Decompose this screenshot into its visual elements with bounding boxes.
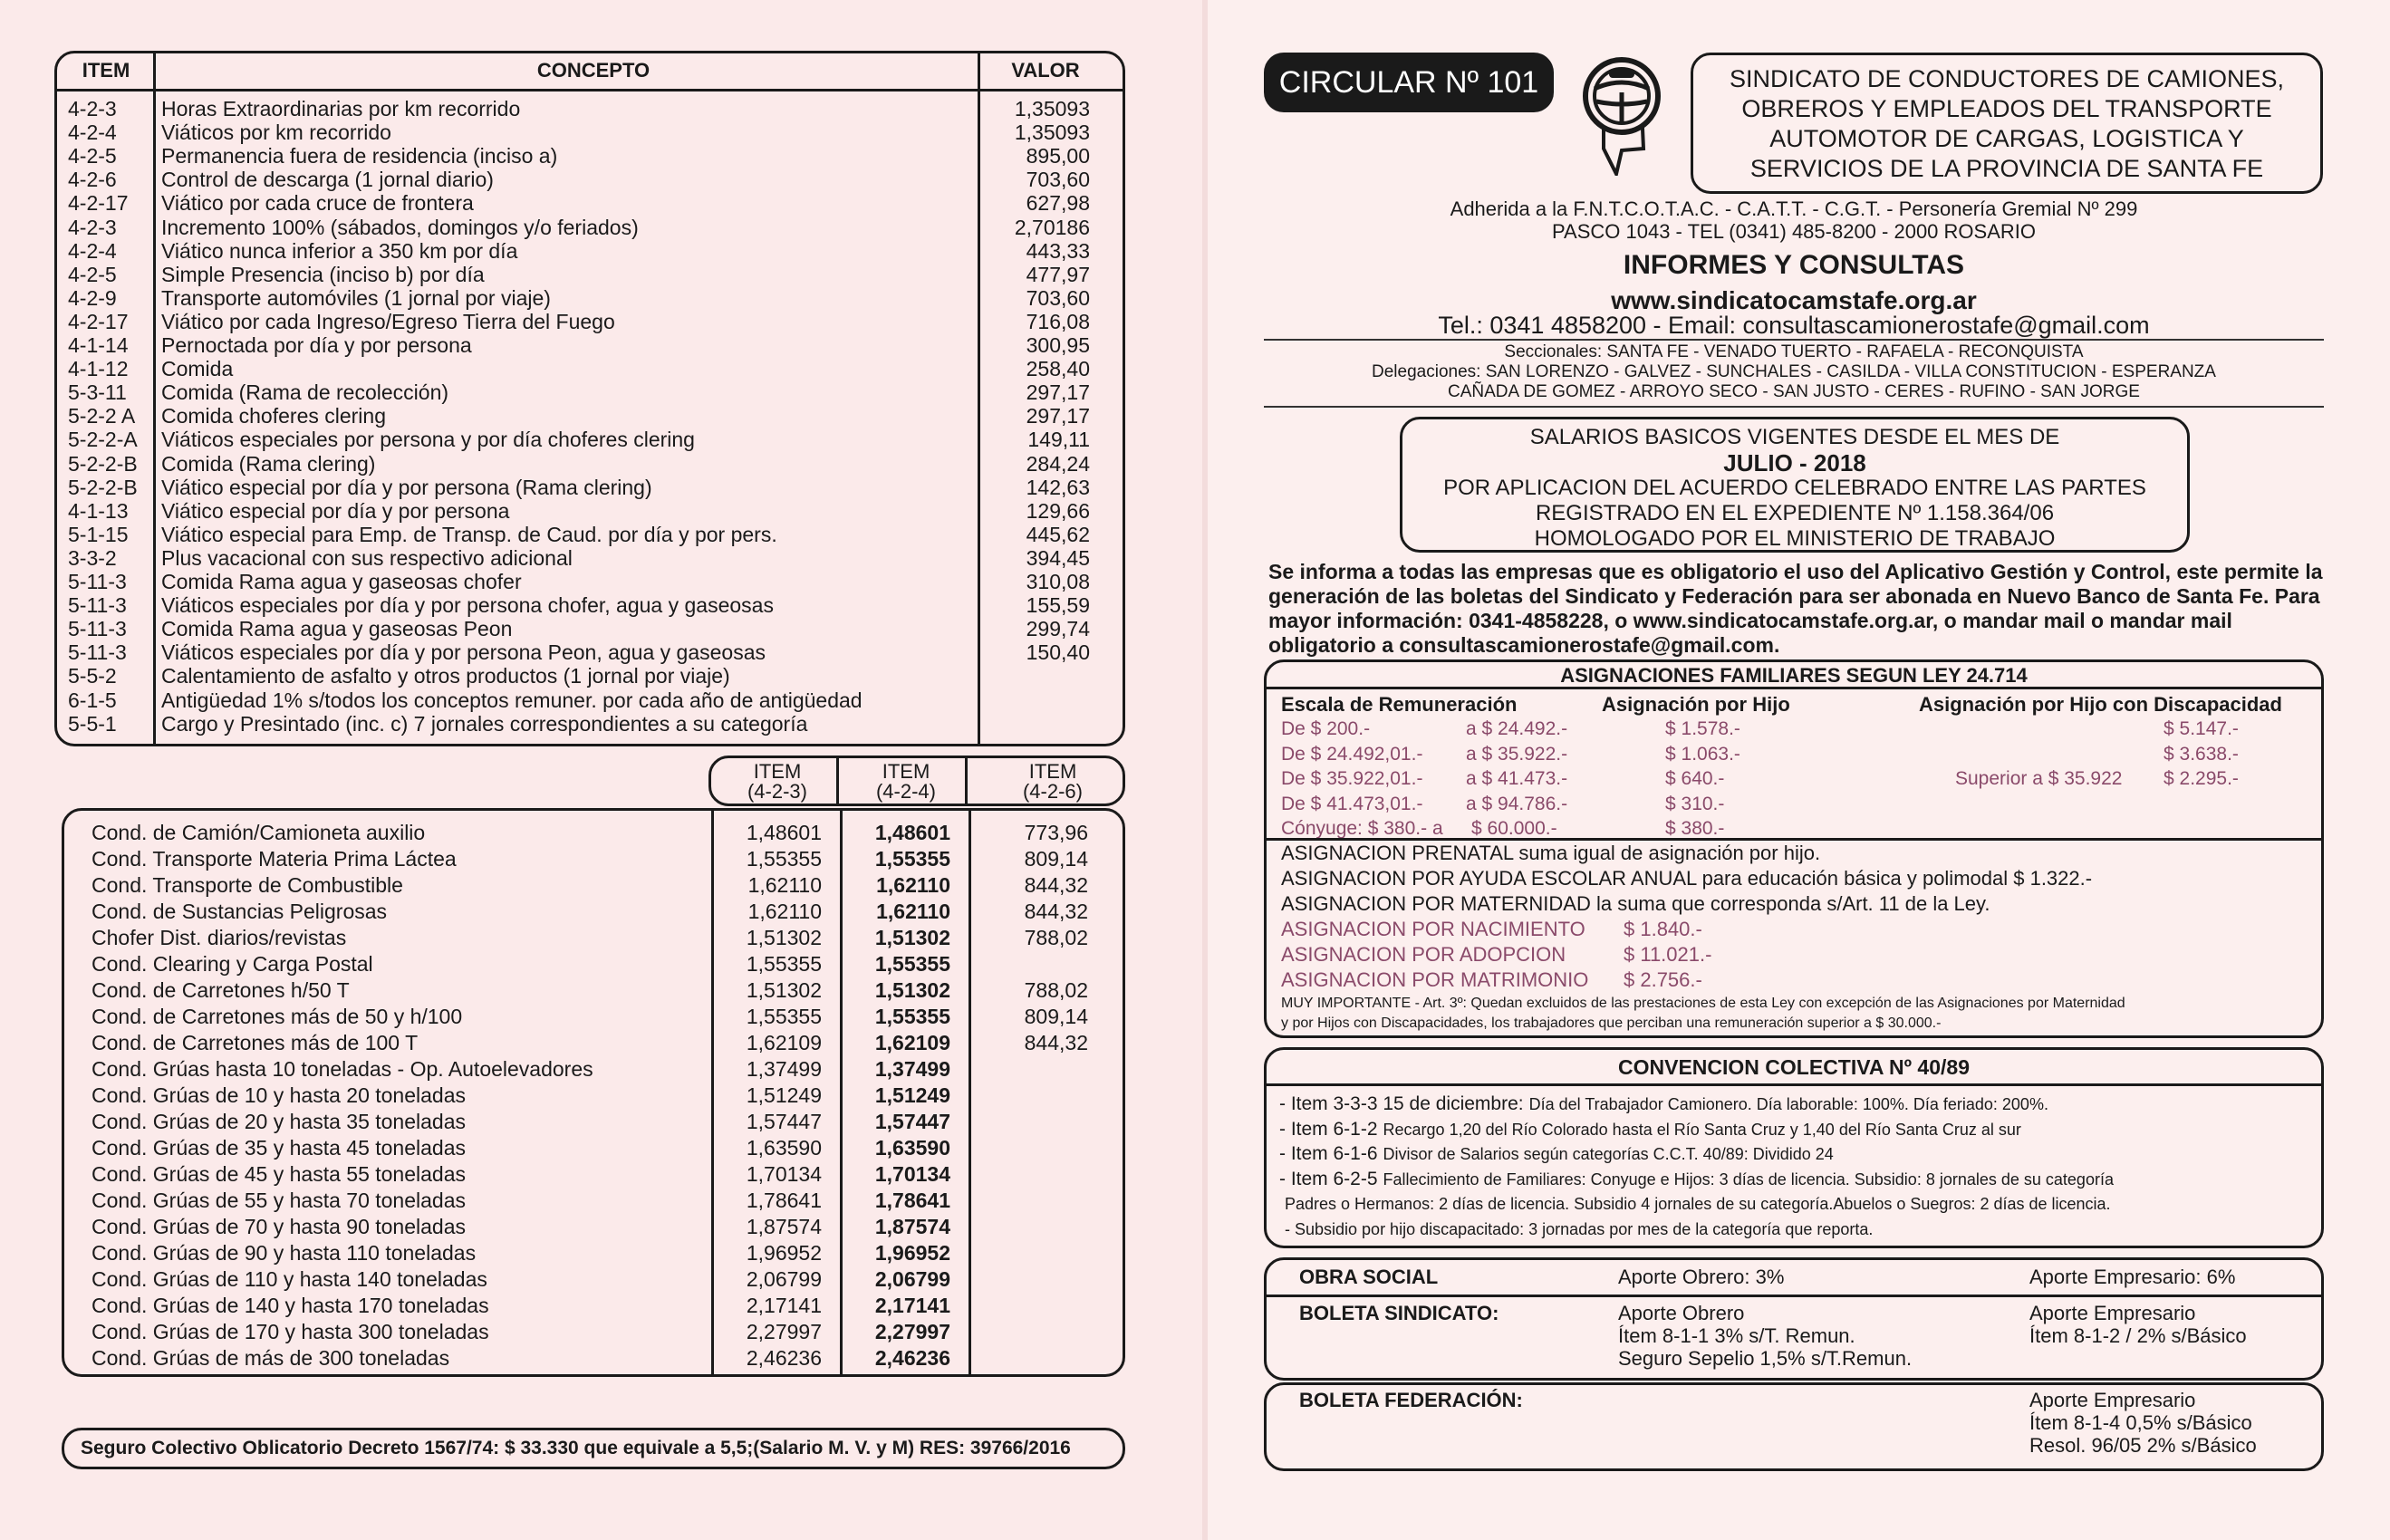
convencion-item [1279, 1093, 2048, 1115]
asig-nacimiento: ASIGNACION POR NACIMIENTO [1281, 918, 1585, 940]
table-row [57, 428, 1123, 451]
table-row [57, 664, 1123, 688]
direccion: PASCO 1043 - TEL (0341) 485-8200 - 2000 ROSARIO [1552, 220, 2036, 243]
row-valor: 1,35093 [1014, 120, 1090, 145]
row-valor: 703,60 [1026, 285, 1090, 310]
escala-cell: $ 380.- [1665, 818, 1725, 839]
cond-423: 2,46236 [746, 1346, 822, 1370]
importante-1: MUY IMPORTANTE - Art. 3º: Quedan excluidos de las prestaciones de esta Ley con excepción de las Asignaciones por Maternidad [1281, 996, 2125, 1011]
cond-424: 2,06799 [874, 1267, 950, 1291]
cond-name: Cond. Transporte Materia Prima Láctea [92, 847, 457, 871]
cond-424: 1,57447 [874, 1110, 950, 1133]
row-item: 6-1-5 [68, 688, 117, 712]
table-row [57, 688, 1123, 712]
fed-empresario-3: Resol. 96/05 2% s/Básico [2029, 1434, 2257, 1457]
escala-cell: a $ 41.473.- [1466, 768, 1568, 789]
row-valor: 297,17 [1026, 404, 1090, 428]
cond-name: Cond. Grúas de 140 y hasta 170 toneladas [92, 1294, 489, 1317]
adherida: Adherida a la F.N.T.C.O.T.A.C. - C.A.T.T. - C.G.T. - Personería Gremial Nº 299 [1450, 197, 2138, 220]
item-header-2: ITEM (4-2-4) [875, 760, 936, 803]
asig-nacimiento-valor: $ 1.840.- [1624, 918, 1702, 940]
row-valor: 895,00 [1026, 144, 1090, 168]
row-item: 4-2-9 [68, 285, 117, 310]
cond-name: Cond. Grúas de 70 y hasta 90 toneladas [92, 1215, 467, 1238]
cond-424: 2,27997 [874, 1320, 950, 1343]
row-item: 5-3-11 [68, 380, 127, 405]
table-row [64, 1083, 1123, 1109]
convencion-item-text: Fallecimiento de Familiares: Conyuge e Hijos: 3 días de licencia. Subsidio: 8 jornales de su categoría [1383, 1169, 2114, 1189]
cond-423: 1,96952 [746, 1241, 822, 1265]
row-concepto: Viático nunca inferior a 350 km por día [161, 238, 518, 263]
table-row [64, 1293, 1123, 1319]
escala-cell: $ 3.638.- [2164, 743, 2239, 765]
asig-maternidad: ASIGNACION POR MATERNIDAD la suma que corresponda s/Art. 11 de la Ley. [1281, 892, 1990, 915]
table-row [64, 1135, 1123, 1161]
aplicativo-notice: Se informa a todas las empresas que es obligatorio el uso del Aplicativo Gestión y Control, este permite la generación de las boletas del Sindicato y Federación para ser abonada en Nuevo Banco de Santa Fe. Para mayor información: 0341-4858228, o www.sindicatocamstafe.org.ar, o mandar mail o mandar mail obligatorio a consultascamionerostafe@gmail.com. [1268, 560, 2323, 657]
escala-cell: $ 640.- [1665, 768, 1725, 789]
escala-cell: a $ 35.922.- [1466, 743, 1568, 765]
table-row [64, 925, 1123, 951]
convencion-item [1279, 1193, 2111, 1215]
row-concepto: Transporte automóviles (1 jornal por viaje) [161, 285, 551, 310]
cond-423: 1,55355 [746, 1005, 822, 1028]
row-concepto: Comida choferes clering [161, 404, 387, 428]
row-concepto: Viático por cada cruce de frontera [161, 191, 474, 216]
cond-name: Cond. Grúas hasta 10 toneladas - Op. Autoelevadores [92, 1057, 593, 1081]
boleta-sindicato-label: BOLETA SINDICATO: [1299, 1302, 1499, 1324]
cond-name: Cond. Grúas de 10 y hasta 20 toneladas [92, 1083, 467, 1107]
row-valor: 155,59 [1026, 593, 1090, 618]
row-valor: 310,08 [1026, 570, 1090, 593]
item-header-3: ITEM (4-2-6) [1022, 760, 1083, 803]
row-item: 5-11-3 [68, 570, 127, 593]
escala-cell: Superior a $ 35.922 [1955, 768, 2123, 789]
row-concepto: Calentamiento de asfalto y otros productos (1 jornal por viaje) [161, 664, 730, 688]
row-concepto: Viático especial por día y por persona (Rama clering) [161, 475, 652, 499]
cond-424: 2,46236 [874, 1346, 950, 1370]
informes-title: INFORMES Y CONSULTAS [1623, 250, 1965, 280]
asignaciones-box [1264, 659, 2324, 1038]
cond-426: 809,14 [1024, 1005, 1088, 1028]
table-row [64, 1109, 1123, 1135]
cond-name: Cond. de Sustancias Peligrosas [92, 900, 388, 923]
cond-424: 1,62110 [876, 873, 950, 897]
row-valor: 703,60 [1026, 168, 1090, 192]
row-item: 3-3-2 [68, 545, 117, 570]
cond-426: 844,32 [1024, 900, 1088, 923]
cond-426: 844,32 [1024, 1031, 1088, 1054]
seguro-colectivo: Seguro Colectivo Oblicatorio Decreto 1567/74: $ 33.330 que equivale a 5,5;(Salario M. V. y M) RES: 39766/2016 [62, 1428, 1125, 1469]
boleta-obrero-2: Ítem 8-1-1 3% s/T. Remun. [1618, 1324, 1855, 1347]
asig-adopcion-valor: $ 11.021.- [1624, 943, 1712, 966]
table-row [64, 872, 1123, 899]
convencion-item [1279, 1119, 2021, 1141]
table-row [57, 404, 1123, 428]
delegaciones: Delegaciones: SAN LORENZO - GALVEZ - SUNCHALES - CASILDA - VILLA CONSTITUCION - ESPERANZA [1372, 362, 2216, 381]
cond-423: 2,17141 [746, 1294, 822, 1317]
cond-423: 1,55355 [746, 847, 822, 871]
cond-424: 1,63590 [874, 1136, 950, 1160]
table-row [57, 712, 1123, 736]
cond-424: 1,55355 [874, 952, 950, 976]
cond-423: 2,27997 [746, 1320, 822, 1343]
cond-423: 1,62109 [746, 1031, 822, 1054]
asig-header-escala: Escala de Remuneración [1281, 693, 1518, 716]
asig-header-discapacidad: Asignación por Hijo con Discapacidad [1919, 693, 2282, 716]
convencion-item-text: Día del Trabajador Camionero. Día laborable: 100%. Día feriado: 200%. [1528, 1095, 2048, 1113]
asig-prenatal: ASIGNACION PRENATAL suma igual de asignación por hijo. [1281, 842, 1821, 864]
row-item: 4-2-3 [68, 97, 117, 120]
row-valor: 477,97 [1026, 262, 1090, 286]
website: www.sindicatocamstafe.org.ar [1611, 286, 1977, 314]
table-row [64, 1345, 1123, 1372]
asignaciones-title: ASIGNACIONES FAMILIARES SEGUN LEY 24.714 [1267, 662, 2321, 689]
row-concepto: Antigüedad 1% s/todos los conceptos remuner. por cada año de antigüedad [161, 688, 863, 712]
escala-cell: De $ 24.492,01.- [1281, 743, 1423, 765]
cond-423: 2,06799 [746, 1267, 822, 1291]
cond-423: 1,37499 [746, 1057, 822, 1081]
row-concepto: Horas Extraordinarias por km recorrido [161, 97, 521, 120]
asig-adopcion: ASIGNACION POR ADOPCION [1281, 943, 1566, 966]
row-item: 5-11-3 [68, 617, 127, 641]
table-row [57, 640, 1123, 664]
convencion-item [1279, 1143, 1834, 1165]
table-row [64, 1056, 1123, 1083]
row-item: 4-2-3 [68, 215, 117, 239]
table-row [64, 1161, 1123, 1188]
convencion-box [1264, 1047, 2324, 1248]
cond-424: 1,87574 [874, 1215, 950, 1238]
boleta-federacion-label: BOLETA FEDERACIÓN: [1299, 1389, 1523, 1411]
row-valor: 297,17 [1026, 380, 1090, 405]
cond-426: 773,96 [1024, 821, 1088, 844]
cond-name: Cond. Grúas de 45 y hasta 55 toneladas [92, 1162, 467, 1186]
delegaciones-2: CAÑADA DE GOMEZ - ARROYO SECO - SAN JUSTO - CERES - RUFINO - SAN JORGE [1448, 382, 2140, 401]
escala-cell: De $ 35.922,01.- [1281, 768, 1423, 789]
convencion-item [1279, 1169, 2114, 1190]
row-valor: 300,95 [1026, 333, 1090, 357]
cond-423: 1,51302 [746, 978, 822, 1002]
cond-424: 1,51249 [874, 1083, 950, 1107]
cond-423: 1,57447 [746, 1110, 822, 1133]
cond-name: Cond. Grúas de 20 y hasta 35 toneladas [92, 1110, 467, 1133]
cond-424: 1,51302 [874, 978, 950, 1002]
row-item: 5-5-1 [68, 711, 117, 736]
row-concepto: Comida (Rama clering) [161, 451, 376, 476]
escala-cell: $ 1.578.- [1665, 718, 1740, 739]
row-valor: 299,74 [1026, 617, 1090, 641]
row-item: 5-11-3 [68, 640, 127, 665]
row-concepto: Permanencia fuera de residencia (inciso a) [161, 144, 558, 168]
row-concepto: Comida (Rama de recolección) [161, 380, 449, 405]
asig-header-hijo: Asignación por Hijo [1602, 693, 1790, 716]
row-concepto: Simple Presencia (inciso b) por día [161, 262, 485, 286]
row-item: 5-2-2-B [68, 451, 138, 476]
header-concepto: CONCEPTO [536, 59, 651, 82]
boleta-obrero-1: Aporte Obrero [1618, 1302, 1745, 1324]
row-concepto: Pernoctada por día y por persona [161, 333, 472, 357]
sindicato-name: SINDICATO DE CONDUCTORES DE CAMIONES, OBREROS Y EMPLEADOS DEL TRANSPORTE AUTOMOTOR DE CARGAS, LOGISTICA Y SERVICIOS DE LA PROVINCIA DE SANTA FE [1691, 53, 2323, 194]
circular-badge: CIRCULAR Nº 101 [1264, 53, 1554, 112]
table-row [64, 1030, 1123, 1056]
cond-423: 1,51249 [746, 1083, 822, 1107]
escala-cell: De $ 41.473,01.- [1281, 793, 1423, 814]
table-row [57, 452, 1123, 476]
item-column-headers [708, 756, 1125, 806]
convencion-item-text: Divisor de Salarios según categorías C.C.T. 40/89: Dividido 24 [1383, 1145, 1834, 1163]
table-row [64, 977, 1123, 1004]
row-concepto: Comida Rama agua y gaseosas chofer [161, 570, 522, 593]
row-item: 4-2-4 [68, 238, 117, 263]
asig-matrimonio-valor: $ 2.756.- [1624, 968, 1702, 991]
row-item: 4-1-12 [68, 357, 129, 381]
item-header-1: ITEM (4-2-3) [747, 760, 807, 803]
escala-cell: a $ 94.786.- [1466, 793, 1568, 814]
cond-426: 788,02 [1024, 926, 1088, 949]
row-item: 4-2-4 [68, 120, 117, 145]
row-concepto: Viático especial para Emp. de Transp. de Caud. por día y por pers. [161, 522, 777, 546]
boleta-federacion-box [1264, 1382, 2324, 1471]
cond-name: Cond. Clearing y Carga Postal [92, 952, 373, 976]
escala-cell: $ 310.- [1665, 793, 1725, 814]
table-row [57, 476, 1123, 499]
concepts-table [54, 51, 1125, 746]
row-concepto: Viáticos especiales por persona y por día choferes clering [161, 428, 695, 452]
convencion-item-label: - Item 6-1-6 [1279, 1143, 1378, 1164]
cond-name: Cond. Grúas de 170 y hasta 300 toneladas [92, 1320, 489, 1343]
table-row [57, 216, 1123, 239]
cond-name: Cond. Grúas de 35 y hasta 45 toneladas [92, 1136, 467, 1160]
cond-name: Cond. de Carretones h/50 T [92, 978, 350, 1002]
cond-423: 1,70134 [746, 1162, 822, 1186]
row-valor: 445,62 [1026, 522, 1090, 546]
row-valor: 394,45 [1026, 545, 1090, 570]
escala-cell: a $ 24.492.- [1466, 718, 1568, 739]
table-row [64, 951, 1123, 977]
table-row [64, 899, 1123, 925]
cond-424: 2,17141 [874, 1294, 950, 1317]
conductors-table [62, 808, 1125, 1377]
row-concepto: Viático por cada Ingreso/Egreso Tierra del Fuego [161, 309, 615, 333]
row-concepto: Cargo y Presintado (inc. c) 7 jornales correspondientes a su categoría [161, 711, 808, 736]
contact-line: Tel.: 0341 4858200 - Email: consultascamionerostafe@gmail.com [1438, 312, 2150, 339]
cond-423: 1,55355 [746, 952, 822, 976]
cond-name: Chofer Dist. diarios/revistas [92, 926, 347, 949]
convencion-item-text: Recargo 1,20 del Río Colorado hasta el Río Santa Cruz y 1,40 del Río Santa Cruz al sur [1383, 1120, 2021, 1139]
row-concepto: Viáticos especiales por día y por persona chofer, agua y gaseosas [161, 593, 774, 618]
row-item: 5-2-2 A [68, 404, 136, 428]
cond-424: 1,37499 [874, 1057, 950, 1081]
table-row [57, 120, 1123, 144]
table-row [57, 333, 1123, 357]
row-valor: 150,40 [1026, 640, 1090, 665]
row-valor: 149,11 [1027, 428, 1090, 452]
escala-cell: $ 1.063.- [1665, 743, 1740, 765]
obra-boleta-box [1264, 1257, 2324, 1381]
table-row [57, 523, 1123, 546]
convencion-item-label: - Item 6-2-5 [1279, 1168, 1378, 1189]
fed-empresario-1: Aporte Empresario [2029, 1389, 2196, 1411]
table-row [57, 286, 1123, 310]
cond-name: Cond. de Camión/Camioneta auxilio [92, 821, 426, 844]
row-item: 5-11-3 [68, 593, 127, 618]
cond-423: 1,48601 [746, 821, 822, 844]
row-item: 4-1-14 [68, 333, 129, 357]
table-row [57, 168, 1123, 191]
steering-wheel-logo [1576, 49, 1667, 176]
row-valor: 716,08 [1026, 309, 1090, 333]
row-concepto: Control de descarga (1 jornal diario) [161, 168, 494, 192]
convencion-title: CONVENCION COLECTIVA Nº 40/89 [1267, 1050, 2321, 1086]
row-valor: 627,98 [1026, 191, 1090, 216]
seccionales: Seccionales: SANTA FE - VENADO TUERTO - RAFAELA - RECONQUISTA [1504, 342, 2084, 361]
table-row [64, 846, 1123, 872]
boleta-empresario-1: Aporte Empresario [2029, 1302, 2196, 1324]
cond-423: 1,62110 [747, 900, 822, 923]
row-concepto: Viáticos especiales por día y por persona Peon, agua y gaseosas [161, 640, 766, 665]
obra-aporte-empresario: Aporte Empresario: 6% [2029, 1266, 2236, 1288]
salarios-box: SALARIOS BASICOS VIGENTES DESDE EL MES DE JULIO - 2018 POR APLICACION DEL ACUERDO CELEBRADO ENTRE LAS PARTES REGISTRADO EN EL EXPEDIENTE Nº 1.158.364/06 HOMOLOGADO POR EL MINISTERIO DE TRABAJO [1400, 417, 2190, 553]
row-valor: 258,40 [1026, 357, 1090, 381]
row-concepto: Incremento 100% (sábados, domingos y/o feriados) [161, 215, 639, 239]
escala-cell: Cónyuge: $ 380.- a [1281, 818, 1443, 839]
row-valor: 2,70186 [1014, 215, 1090, 239]
convencion-item-text: Padres o Hermanos: 2 días de licencia. Subsidio 4 jornales de su categoría.Abuelos o Suegros: 2 días de licencia. [1285, 1195, 2111, 1213]
table-row [57, 191, 1123, 215]
table-row [64, 1319, 1123, 1345]
row-concepto: Comida [161, 357, 234, 381]
row-item: 4-2-5 [68, 262, 117, 286]
obra-aporte-obrero: Aporte Obrero: 3% [1618, 1266, 1785, 1288]
cond-423: 1,51302 [746, 926, 822, 949]
asig-escolar: ASIGNACION POR AYUDA ESCOLAR ANUAL para educación básica y polimodal $ 1.322.- [1281, 867, 2093, 890]
escala-cell: $ 60.000.- [1471, 818, 1557, 839]
row-valor: 284,24 [1026, 451, 1090, 476]
header-valor: VALOR [1011, 59, 1080, 82]
asig-matrimonio: ASIGNACION POR MATRIMONIO [1281, 968, 1589, 991]
fed-empresario-2: Ítem 8-1-4 0,5% s/Básico [2029, 1411, 2252, 1434]
obra-social-label: OBRA SOCIAL [1299, 1266, 1439, 1288]
cond-name: Cond. Transporte de Combustible [92, 873, 403, 897]
row-item: 5-5-2 [68, 664, 117, 688]
boleta-obrero-3: Seguro Sepelio 1,5% s/T.Remun. [1618, 1347, 1913, 1370]
cond-423: 1,78641 [746, 1189, 822, 1212]
row-item: 5-2-2-B [68, 475, 138, 499]
table-row [57, 239, 1123, 263]
cond-424: 1,55355 [874, 1005, 950, 1028]
cond-name: Cond. de Carretones más de 100 T [92, 1031, 419, 1054]
table-row [57, 570, 1123, 593]
cond-423: 1,87574 [746, 1215, 822, 1238]
table-row [64, 1266, 1123, 1293]
cond-name: Cond. de Carretones más de 50 y h/100 [92, 1005, 463, 1028]
cond-424: 1,55355 [874, 847, 950, 871]
cond-name: Cond. Grúas de 90 y hasta 110 toneladas [92, 1241, 477, 1265]
escala-cell: $ 5.147.- [2164, 718, 2239, 739]
cond-424: 1,70134 [874, 1162, 950, 1186]
escala-cell: $ 2.295.- [2164, 768, 2239, 789]
cond-423: 1,62110 [747, 873, 822, 897]
row-item: 4-1-13 [68, 498, 129, 523]
convencion-item-label: - Item 6-1-2 [1279, 1118, 1378, 1140]
table-row [57, 617, 1123, 640]
table-row [57, 593, 1123, 617]
cond-424: 1,62110 [876, 900, 950, 923]
row-item: 5-2-2-A [68, 428, 138, 452]
table-row [64, 1214, 1123, 1240]
row-valor: 1,35093 [1014, 97, 1090, 120]
table-row [64, 1188, 1123, 1214]
cond-423: 1,63590 [746, 1136, 822, 1160]
row-concepto: Plus vacacional con sus respectivo adicional [161, 545, 573, 570]
importante-2: y por Hijos con Discapacidades, los trabajadores que perciban una remuneración superior a $ 30.000.- [1281, 1015, 1942, 1031]
table-row [57, 144, 1123, 168]
row-item: 5-1-15 [68, 522, 129, 546]
header-item: ITEM [82, 59, 130, 82]
row-item: 4-2-17 [68, 191, 129, 216]
concepts-table-header [57, 53, 1123, 91]
cond-426: 809,14 [1024, 847, 1088, 871]
row-concepto: Viático especial por día y por persona [161, 498, 510, 523]
cond-426: 844,32 [1024, 873, 1088, 897]
cond-name: Cond. Grúas de más de 300 toneladas [92, 1346, 450, 1370]
row-concepto: Viáticos por km recorrido [161, 120, 391, 145]
table-row [57, 310, 1123, 333]
cond-424: 1,62109 [874, 1031, 950, 1054]
table-row [64, 1240, 1123, 1266]
table-row [57, 546, 1123, 570]
row-item: 4-2-6 [68, 168, 117, 192]
table-row [57, 380, 1123, 404]
boleta-empresario-2: Ítem 8-1-2 / 2% s/Básico [2029, 1324, 2247, 1347]
row-valor: 129,66 [1026, 498, 1090, 523]
row-item: 4-2-17 [68, 309, 129, 333]
table-row [57, 263, 1123, 286]
convencion-item-text: - Subsidio por hijo discapacitado: 3 jornadas por mes de la categoría que reporta. [1285, 1219, 1874, 1238]
table-row [64, 1004, 1123, 1030]
table-row [57, 357, 1123, 380]
cond-424: 1,78641 [874, 1189, 950, 1212]
cond-name: Cond. Grúas de 110 y hasta 140 toneladas [92, 1267, 487, 1291]
row-concepto: Comida Rama agua y gaseosas Peon [161, 617, 513, 641]
table-row [64, 820, 1123, 846]
table-row [57, 499, 1123, 523]
cond-name: Cond. Grúas de 55 y hasta 70 toneladas [92, 1189, 467, 1212]
convencion-item [1279, 1218, 1873, 1240]
page-fold [1202, 0, 1208, 1540]
cond-424: 1,48601 [874, 821, 950, 844]
table-row [57, 97, 1123, 120]
cond-424: 1,96952 [874, 1241, 950, 1265]
convencion-item-label: - Item 3-3-3 15 de diciembre: [1279, 1093, 1524, 1114]
escala-cell: De $ 200.- [1281, 718, 1371, 739]
row-item: 4-2-5 [68, 144, 117, 168]
cond-424: 1,51302 [874, 926, 950, 949]
row-valor: 443,33 [1026, 238, 1090, 263]
cond-426: 788,02 [1024, 978, 1088, 1002]
row-valor: 142,63 [1026, 475, 1090, 499]
